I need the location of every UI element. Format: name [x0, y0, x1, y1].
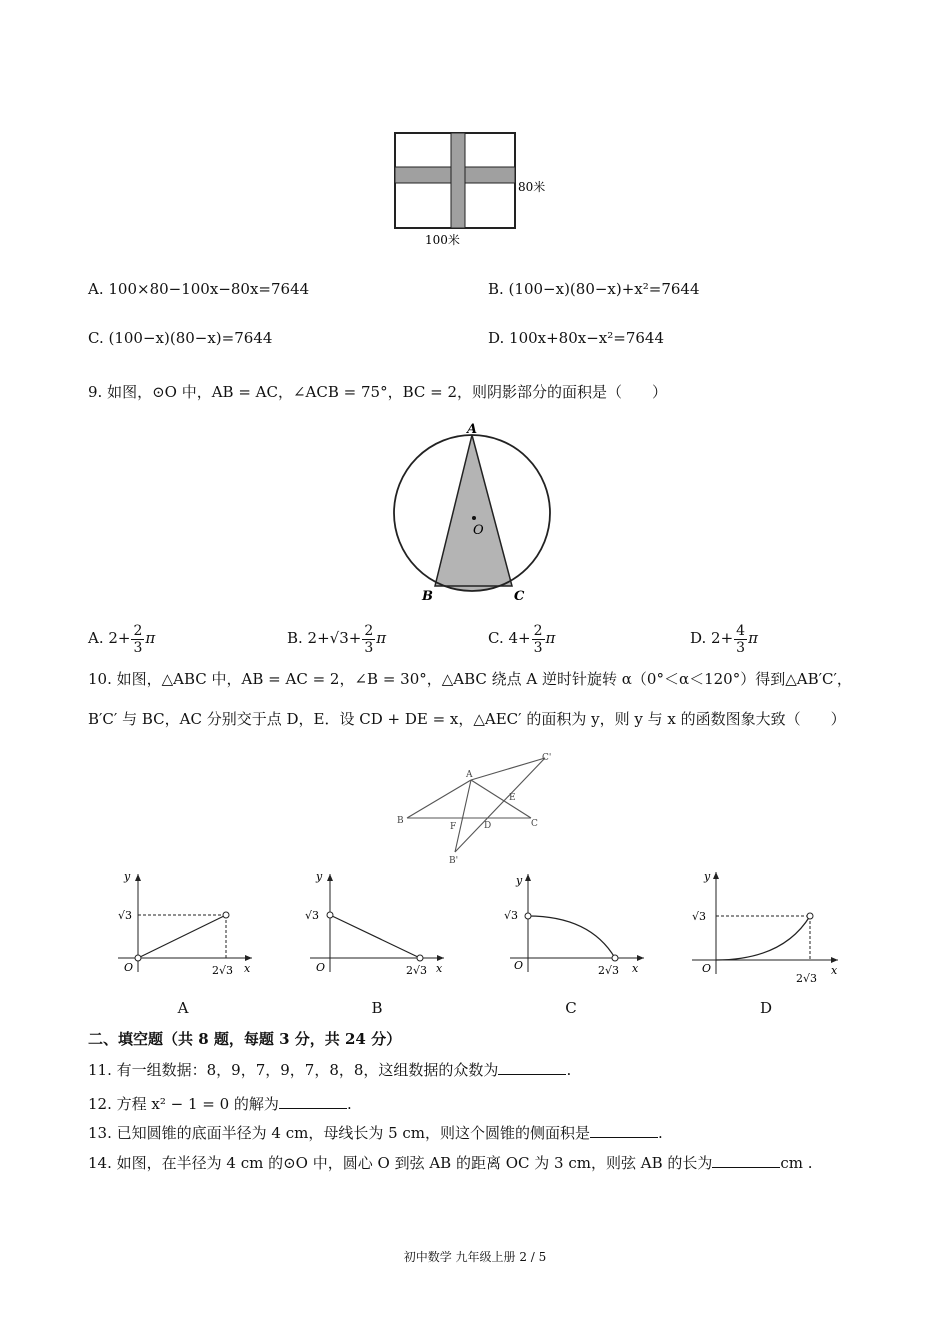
graph-label: O	[124, 961, 134, 974]
q9-label-a: A	[467, 422, 478, 437]
graph-label: O	[316, 961, 326, 974]
q9-label-c: C	[514, 589, 525, 604]
section2-title: 二、填空题（共 8 题，每题 3 分，共 24 分）	[88, 1030, 402, 1048]
q8-label-80: 80米	[518, 180, 546, 194]
q10-caption-b: B	[371, 999, 383, 1017]
q10-label-c: C	[531, 819, 538, 829]
q11-blank[interactable]	[498, 1060, 566, 1075]
q9-figure	[390, 418, 560, 606]
q10-figure	[393, 748, 563, 866]
q10-label-b-prime: B'	[449, 856, 459, 866]
q8-option-a: A. 100×80−100x−80x=7644	[88, 280, 310, 298]
page-footer: 初中数学 九年级上册 2 / 5	[403, 1250, 547, 1264]
q10-caption-d: D	[759, 999, 773, 1017]
q10-caption-c: C	[565, 999, 577, 1017]
graph-label: x	[632, 962, 639, 975]
graph-label: 2√3	[212, 964, 234, 977]
q8-vertical-road	[451, 133, 465, 228]
q10-graph-d	[688, 868, 848, 986]
q9-option-a: A. 2+ $\frac{2}{3}$ π	[88, 622, 156, 656]
q10-caption-a: A	[177, 999, 189, 1017]
graph-label: 2√3	[406, 964, 428, 977]
graph-label: √3	[692, 910, 707, 923]
graph-label: 2√3	[796, 972, 818, 985]
q8-label-100: 100米	[425, 233, 460, 247]
graph-label: x	[831, 964, 838, 977]
q10-stem-line2: B′C′ 与 BC，AC 分别交于点 D，E．设 CD + DE = x，△AEC′ 的面积为 y，则 y 与 x 的函数图象大致（ ）	[88, 710, 846, 728]
q10-label-a: A	[466, 770, 473, 780]
q9-label-o: O	[473, 523, 484, 538]
q10-label-d: D	[484, 821, 492, 831]
graph-label: x	[244, 962, 251, 975]
graph-label: x	[436, 962, 443, 975]
graph-label: y	[316, 870, 323, 883]
q10-graph-c	[500, 868, 650, 978]
graph-label: y	[704, 870, 711, 883]
q12: 12. 方程 x² − 1 = 0 的解为 .	[88, 1095, 352, 1113]
q14: 14. 如图，在半径为 4 cm 的⊙O 中，圆心 O 到弦 AB 的距离 OC 为 3 cm，则弦 AB 的长为 cm .	[88, 1154, 813, 1172]
q13: 13. 已知圆锥的底面半径为 4 cm，母线长为 5 cm，则这个圆锥的侧面积是 .	[88, 1124, 663, 1142]
q8-option-d: D. 100x+80x−x²=7644	[488, 329, 665, 347]
q9-option-c: C. 4+ $\frac{2}{3}$ π	[488, 622, 556, 656]
graph-label: √3	[305, 909, 320, 922]
q9-option-d: D. 2+ $\frac{4}{3}$ π	[690, 622, 758, 656]
q8-option-b: B. (100−x)(80−x)+x²=7644	[488, 280, 700, 298]
q9-option-b: B. 2+√3+ $\frac{2}{3}$ π	[287, 622, 387, 656]
q9-center-dot	[472, 516, 476, 520]
q12-blank[interactable]	[279, 1094, 347, 1109]
q9-label-b: B	[422, 589, 433, 604]
q8-option-c: C. (100−x)(80−x)=7644	[88, 329, 273, 347]
q10-label-f: F	[450, 822, 457, 832]
q13-blank[interactable]	[590, 1123, 658, 1138]
graph-label: y	[516, 874, 523, 887]
q9-shaded-triangle	[435, 435, 512, 586]
q14-blank[interactable]	[712, 1153, 780, 1168]
graph-label: O	[702, 962, 712, 975]
graph-label: O	[514, 959, 524, 972]
q10-graph-b	[300, 868, 450, 978]
graph-label: √3	[118, 909, 133, 922]
q10-label-e: E	[509, 793, 516, 803]
q8-figure	[380, 125, 560, 255]
q10-label-b: B	[397, 816, 404, 826]
q10-graph-a	[108, 868, 258, 978]
q11: 11. 有一组数据：8，9，7，9，7，8，8，这组数据的众数为 .	[88, 1061, 572, 1079]
q9-stem: 9. 如图，⊙O 中，AB = AC，∠ACB = 75°，BC = 2，则阴影部分的面积是（ ）	[88, 383, 668, 401]
graph-label: 2√3	[598, 964, 620, 977]
q10-label-c-prime: C'	[542, 753, 552, 763]
q10-stem-line1: 10. 如图，△ABC 中，AB = AC = 2，∠B = 30°，△ABC 绕点 A 逆时针旋转 α（0°＜α＜120°）得到△AB′C′，	[88, 670, 852, 688]
graph-label: y	[124, 870, 131, 883]
graph-label: √3	[504, 909, 519, 922]
